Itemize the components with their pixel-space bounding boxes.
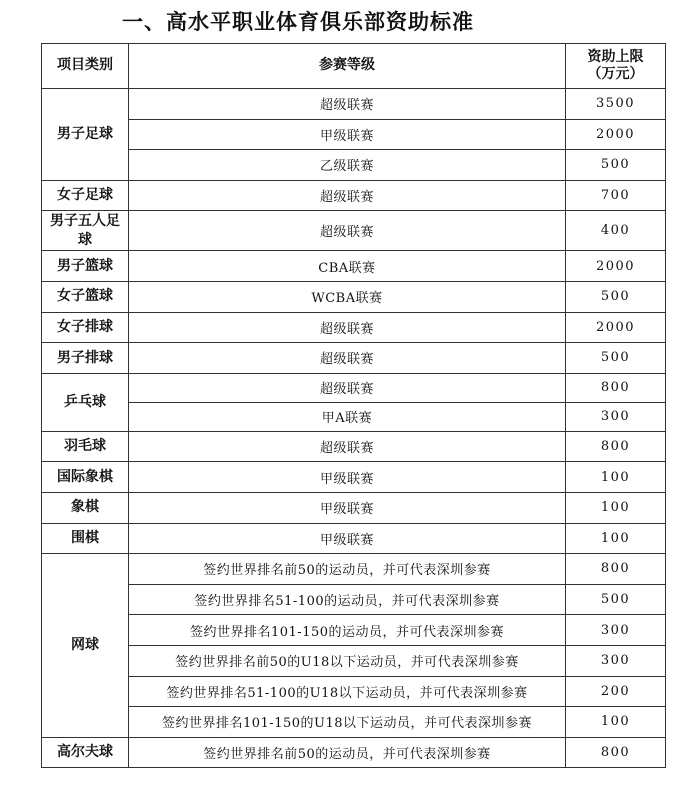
level-cell: 超级联赛 <box>129 431 566 462</box>
table-row <box>42 615 666 646</box>
table-row <box>42 211 666 251</box>
amount-cell: 500 <box>566 343 666 374</box>
amount-cell: 500 <box>566 584 666 615</box>
table-row <box>42 251 666 282</box>
level-cell: 超级联赛 <box>129 373 566 402</box>
amount-cell: 700 <box>566 180 666 211</box>
amount-cell: 500 <box>566 150 666 181</box>
table-row <box>42 343 666 374</box>
level-cell: 签约世界排名前50的U18以下运动员，并可代表深圳参赛 <box>129 645 566 676</box>
category-cell: 网球 <box>42 554 129 738</box>
level-cell: 甲级联赛 <box>129 492 566 523</box>
table-row <box>42 554 666 585</box>
funding-table <box>41 43 666 768</box>
table-row <box>42 462 666 493</box>
header-amount-line2: （万元） <box>587 66 644 82</box>
table-header-row <box>42 44 666 89</box>
table-row <box>42 402 666 431</box>
amount-cell: 300 <box>566 615 666 646</box>
level-cell: 超级联赛 <box>129 312 566 343</box>
level-cell: 超级联赛 <box>129 343 566 374</box>
table-row <box>42 431 666 462</box>
table-row <box>42 737 666 768</box>
table-row <box>42 312 666 343</box>
category-cell: 围棋 <box>42 523 129 554</box>
category-cell: 国际象棋 <box>42 462 129 493</box>
level-cell: WCBA联赛 <box>129 281 566 312</box>
level-cell: 甲级联赛 <box>129 462 566 493</box>
category-cell: 羽毛球 <box>42 431 129 462</box>
category-cell: 女子篮球 <box>42 281 129 312</box>
table-row <box>42 676 666 707</box>
category-cell: 男子足球 <box>42 89 129 181</box>
category-cell: 男子排球 <box>42 343 129 374</box>
table-row <box>42 180 666 211</box>
level-cell: 甲级联赛 <box>129 119 566 150</box>
level-cell: CBA联赛 <box>129 251 566 282</box>
level-cell: 超级联赛 <box>129 211 566 251</box>
amount-cell: 100 <box>566 462 666 493</box>
table-row <box>42 707 666 738</box>
category-cell: 男子篮球 <box>42 251 129 282</box>
level-cell: 甲A联赛 <box>129 402 566 431</box>
level-cell: 超级联赛 <box>129 180 566 211</box>
table-row <box>42 119 666 150</box>
level-cell: 超级联赛 <box>129 89 566 120</box>
category-cell: 高尔夫球 <box>42 737 129 768</box>
level-cell: 签约世界排名前50的运动员，并可代表深圳参赛 <box>129 554 566 585</box>
header-category: 项目类别 <box>42 44 129 89</box>
table-row <box>42 281 666 312</box>
category-cell: 象棋 <box>42 492 129 523</box>
amount-cell: 500 <box>566 281 666 312</box>
amount-cell: 800 <box>566 431 666 462</box>
amount-cell: 2000 <box>566 251 666 282</box>
level-cell: 签约世界排名101-150的运动员，并可代表深圳参赛 <box>129 615 566 646</box>
header-amount-line1: 资助上限 <box>587 48 644 65</box>
table-row <box>42 373 666 402</box>
amount-cell: 100 <box>566 707 666 738</box>
table-row <box>42 584 666 615</box>
level-cell: 签约世界排名51-100的U18以下运动员，并可代表深圳参赛 <box>129 676 566 707</box>
table-row <box>42 492 666 523</box>
amount-cell: 300 <box>566 645 666 676</box>
header-level: 参赛等级 <box>129 44 566 89</box>
amount-cell: 2000 <box>566 119 666 150</box>
amount-cell: 800 <box>566 554 666 585</box>
category-cell: 乒乓球 <box>42 373 129 431</box>
amount-cell: 400 <box>566 211 666 251</box>
table-row <box>42 523 666 554</box>
amount-cell: 2000 <box>566 312 666 343</box>
level-cell: 签约世界排名51-100的运动员，并可代表深圳参赛 <box>129 584 566 615</box>
level-cell: 签约世界排名101-150的U18以下运动员，并可代表深圳参赛 <box>129 707 566 738</box>
table-row <box>42 645 666 676</box>
amount-cell: 800 <box>566 737 666 768</box>
amount-cell: 200 <box>566 676 666 707</box>
amount-cell: 800 <box>566 373 666 402</box>
amount-cell: 300 <box>566 402 666 431</box>
header-amount <box>566 44 666 89</box>
level-cell: 乙级联赛 <box>129 150 566 181</box>
amount-cell: 100 <box>566 492 666 523</box>
table-row <box>42 150 666 181</box>
level-cell: 签约世界排名前50的运动员，并可代表深圳参赛 <box>129 737 566 768</box>
page-title: 一、高水平职业体育俱乐部资助标准 <box>122 10 474 34</box>
category-cell: 女子排球 <box>42 312 129 343</box>
level-cell: 甲级联赛 <box>129 523 566 554</box>
table-row <box>42 89 666 120</box>
amount-cell: 100 <box>566 523 666 554</box>
category-cell: 男子五人足球 <box>42 211 129 251</box>
amount-cell: 3500 <box>566 89 666 120</box>
category-cell: 女子足球 <box>42 180 129 211</box>
